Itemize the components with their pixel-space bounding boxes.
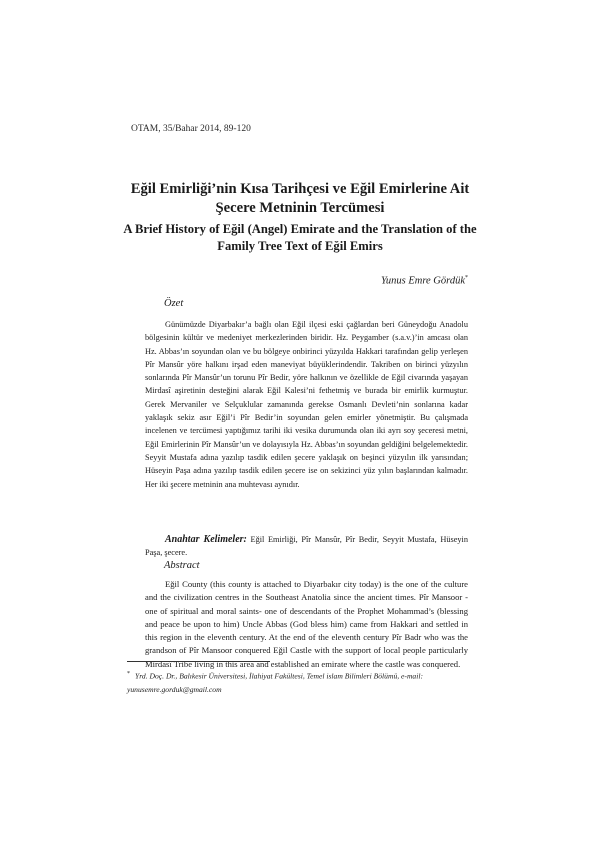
footnote-mark: *	[127, 671, 130, 677]
keywords	[145, 533, 468, 560]
author-name: Yunus Emre Gördük	[380, 275, 465, 287]
footnote	[127, 668, 468, 696]
title-english: A Brief History of Eğil (Angel) Emirate and the Translation of the Family Tree Text of Eğil Emirs	[123, 222, 477, 253]
title-turkish: Eğil Emirliği’nin Kısa Tarihçesi ve Eğil Emirlerine Ait Şecere Metninin Tercümesi	[130, 181, 470, 216]
ozet-heading: Özet	[164, 298, 184, 309]
abstract-body: Eğil County (this county is attached to Diyarbakır city today) is the one of the culture and the civilization centres in the Southeast Anatolia since the ancient times. Pîr Mansoor -one of spiritual and moral saints- one of descendants of the Prophet Mohammad’s (blessing and peace be upon to him) Uncle Abbas (God bless him) came from Hakkari and settled in this region in the eleventh century. At the end of the eleventh century Pîr Badr who was the grandson of Pîr Mansoor conquered Eğil Castle with the support of local people particularly Mirdasî Tribe living in this area and established an emirate where the castle was conquered.	[145, 579, 468, 669]
footnote-rule	[127, 661, 270, 662]
keywords-text: Eğil Emirliği, Pîr Mansûr, Pîr Bedir, Seyyit Mustafa, Hüseyin Paşa, şecere.	[145, 535, 468, 558]
running-head: OTAM, 35/Bahar 2014, 89-120	[131, 124, 251, 134]
ozet-body: Günümüzde Diyarbakır’a bağlı olan Eğil ilçesi eski çağlardan beri Güneydoğu Anadolu bölgesinin kültür ve medeniyet merkezlerinden biridir. Hz. Peygamber (s.a.v.)’in amcası olan Hz. Abbas’ın soyundan olan ve bu bölgeye onbirinci yüzyılda Hakkari tarafından gelip yerleşen Pîr Mansûr yöre halkını irşad eden maneviyat büyüklerindendir. Takriben on birinci yüzyılın sonlarında Pîr Mansûr’un torunu Pîr Bedir, yöre halkının ve özellikle de Eğil civarında yaşayan Mirdasî aşiretinin desteğini alarak Eğil Kalesi’ni fethetmiş ve burada bir emirlik kurmuştur. Gerek Mervaniler ve Selçuklular zamanında gerekse Osmanlı Devleti’nin sonlarına kadar yaklaşık sekiz asır Eğil’i Pîr Bedir’in soyundan gelen emirler yönetmiştir. Bu çalışmada incelenen ve tercümesi yaptığımız tarihi iki vesika durumunda olan iki ayrı soy şeceresi metni, Eğil Emirlerinin Pîr Mansûr’un ve dolayısıyla Hz. Abbas’ın soyundan geldiğini belgelemektedir. Seyyit Mustafa adına yazılıp tasdik edilen şecere yaklaşık on beşinci yüzyılın ilk yarısından; Hüseyin Paşa adına yazılıp tasdik edilen şecere ise on sekizinci yüz yılın başlarından kalmadır. Her iki şecere metninin ana muhtevası aynıdır.	[145, 320, 468, 489]
author-footnote-mark[interactable]: *	[465, 275, 468, 281]
keywords-label: Anahtar Kelimeler:	[165, 534, 247, 545]
abstract-heading: Abstract	[164, 560, 200, 571]
author	[381, 275, 468, 287]
footnote-text: Yrd. Doç. Dr., Balıkesir Üniversitesi, İlahiyat Fakültesi, Temel islam Bilimleri Bölümü, e-mail: yunusemre.gorduk@gmail.com	[127, 671, 423, 694]
